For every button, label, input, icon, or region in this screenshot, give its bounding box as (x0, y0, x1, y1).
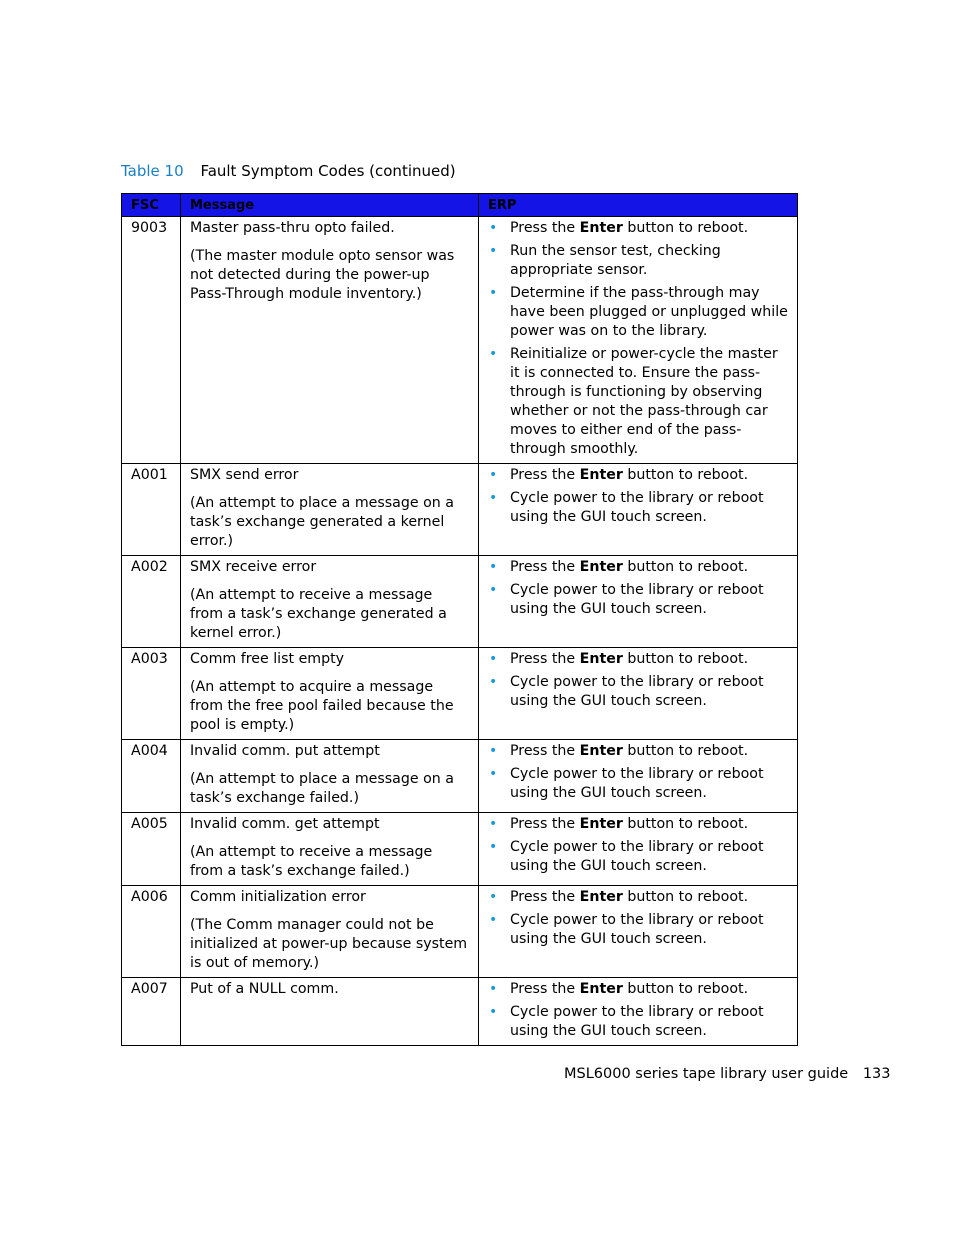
erp-cell (479, 648, 798, 740)
bullet-icon: • (489, 674, 498, 690)
erp-step-text: Cycle power to the library or reboot using the GUI touch screen. (510, 912, 764, 947)
erp-step-text: Reinitialize or power-cycle the master it is connected to. Ensure the pass-through is functioning by observing whether or not the pass-through car moves to either end of the pass-through smoothly. (510, 346, 778, 457)
message-title: Comm free list empty (190, 651, 345, 667)
header-erp: ERP (479, 194, 798, 217)
erp-step-text: Press the Enter button to reboot. (510, 559, 749, 575)
message-detail: (An attempt to place a message on a task’s exchange generated a kernel error.) (190, 495, 454, 549)
bullet-icon: • (489, 285, 498, 301)
erp-step-text: Press the Enter button to reboot. (510, 743, 749, 759)
fsc-code: A004 (122, 740, 181, 813)
erp-step-text: Cycle power to the library or reboot using the GUI touch screen. (510, 490, 764, 525)
message-cell (181, 886, 479, 978)
erp-step-text: Press the Enter button to reboot. (510, 651, 749, 667)
erp-step (488, 558, 788, 577)
erp-step (488, 888, 788, 907)
erp-step (488, 466, 788, 485)
erp-cell (479, 217, 798, 464)
erp-steps-list (488, 219, 788, 459)
erp-step-text: Cycle power to the library or reboot using the GUI touch screen. (510, 674, 764, 709)
message-detail: (An attempt to receive a message from a task’s exchange failed.) (190, 844, 433, 879)
message-cell (181, 556, 479, 648)
bullet-icon: • (489, 889, 498, 905)
erp-step-text: Cycle power to the library or reboot using the GUI touch screen. (510, 1004, 764, 1039)
message-cell (181, 464, 479, 556)
header-fsc: FSC (122, 194, 181, 217)
bullet-icon: • (489, 743, 498, 759)
erp-step (488, 815, 788, 834)
bullet-icon: • (489, 912, 498, 928)
erp-cell (479, 464, 798, 556)
table-row (122, 556, 798, 648)
message-detail: (An attempt to acquire a message from the free pool failed because the pool is empty.) (190, 679, 454, 733)
table-caption (121, 162, 456, 180)
erp-step (488, 838, 788, 876)
table-row (122, 813, 798, 886)
bullet-icon: • (489, 582, 498, 598)
message-detail: (An attempt to place a message on a task’s exchange failed.) (190, 771, 454, 806)
fsc-code: A006 (122, 886, 181, 978)
erp-step-text: Press the Enter button to reboot. (510, 981, 749, 997)
erp-step-text: Press the Enter button to reboot. (510, 889, 749, 905)
table-number: Table 10 (121, 162, 184, 180)
page-number: 133 (862, 1066, 891, 1082)
erp-step (488, 219, 788, 238)
footer-title: MSL6000 series tape library user guide (564, 1066, 849, 1082)
bullet-icon: • (489, 1004, 498, 1020)
table-row (122, 648, 798, 740)
table-header-row (122, 194, 798, 217)
bullet-icon: • (489, 981, 498, 997)
page-footer (564, 1066, 891, 1082)
bullet-icon: • (489, 839, 498, 855)
table-row (122, 464, 798, 556)
erp-step-text: Cycle power to the library or reboot using the GUI touch screen. (510, 766, 764, 801)
erp-steps-list (488, 888, 788, 949)
message-title: Invalid comm. put attempt (190, 743, 380, 759)
bullet-icon: • (489, 766, 498, 782)
bullet-icon: • (489, 346, 498, 362)
fsc-code: A002 (122, 556, 181, 648)
table-row (122, 217, 798, 464)
erp-step-text: Cycle power to the library or reboot using the GUI touch screen. (510, 582, 764, 617)
message-title: Comm initialization error (190, 889, 366, 905)
fsc-code: A007 (122, 978, 181, 1046)
erp-steps-list (488, 815, 788, 876)
erp-step-text: Run the sensor test, checking appropriate sensor. (510, 243, 721, 278)
erp-step-text: Determine if the pass-through may have been plugged or unplugged while power was on to the library. (510, 285, 788, 339)
erp-step (488, 489, 788, 527)
message-title: Put of a NULL comm. (190, 981, 339, 997)
erp-steps-list (488, 742, 788, 803)
erp-cell (479, 886, 798, 978)
table-row (122, 740, 798, 813)
message-title: SMX send error (190, 467, 299, 483)
erp-step (488, 742, 788, 761)
erp-step-text: Press the Enter button to reboot. (510, 220, 749, 236)
erp-step (488, 673, 788, 711)
bullet-icon: • (489, 816, 498, 832)
message-cell (181, 740, 479, 813)
fsc-code: A003 (122, 648, 181, 740)
bullet-icon: • (489, 490, 498, 506)
message-detail: (The master module opto sensor was not detected during the power-up Pass-Through module inventory.) (190, 248, 455, 302)
message-cell (181, 813, 479, 886)
message-cell (181, 978, 479, 1046)
message-detail: (An attempt to receive a message from a task’s exchange generated a kernel error.) (190, 587, 447, 641)
fsc-code: A005 (122, 813, 181, 886)
message-cell (181, 217, 479, 464)
message-title: Invalid comm. get attempt (190, 816, 380, 832)
erp-cell (479, 740, 798, 813)
erp-step-text: Press the Enter button to reboot. (510, 467, 749, 483)
erp-cell (479, 813, 798, 886)
bullet-icon: • (489, 243, 498, 259)
erp-step (488, 242, 788, 280)
fault-symptom-codes-table (121, 193, 798, 1046)
table-title: Fault Symptom Codes (continued) (200, 162, 456, 180)
erp-step-text: Cycle power to the library or reboot using the GUI touch screen. (510, 839, 764, 874)
erp-step (488, 284, 788, 341)
bullet-icon: • (489, 467, 498, 483)
bullet-icon: • (489, 220, 498, 236)
erp-step (488, 581, 788, 619)
erp-step-text: Press the Enter button to reboot. (510, 816, 749, 832)
erp-step (488, 911, 788, 949)
erp-step (488, 980, 788, 999)
table-row (122, 978, 798, 1046)
erp-steps-list (488, 980, 788, 1041)
erp-steps-list (488, 466, 788, 527)
message-title: SMX receive error (190, 559, 317, 575)
bullet-icon: • (489, 559, 498, 575)
fsc-code: 9003 (122, 217, 181, 464)
erp-step (488, 1003, 788, 1041)
erp-step (488, 765, 788, 803)
fsc-code: A001 (122, 464, 181, 556)
message-cell (181, 648, 479, 740)
message-title: Master pass-thru opto failed. (190, 220, 395, 236)
erp-cell (479, 556, 798, 648)
erp-cell (479, 978, 798, 1046)
bullet-icon: • (489, 651, 498, 667)
erp-step (488, 345, 788, 459)
table-row (122, 886, 798, 978)
header-message: Message (181, 194, 479, 217)
erp-steps-list (488, 650, 788, 711)
erp-steps-list (488, 558, 788, 619)
message-detail: (The Comm manager could not be initialized at power-up because system is out of memory.) (190, 917, 468, 971)
erp-step (488, 650, 788, 669)
